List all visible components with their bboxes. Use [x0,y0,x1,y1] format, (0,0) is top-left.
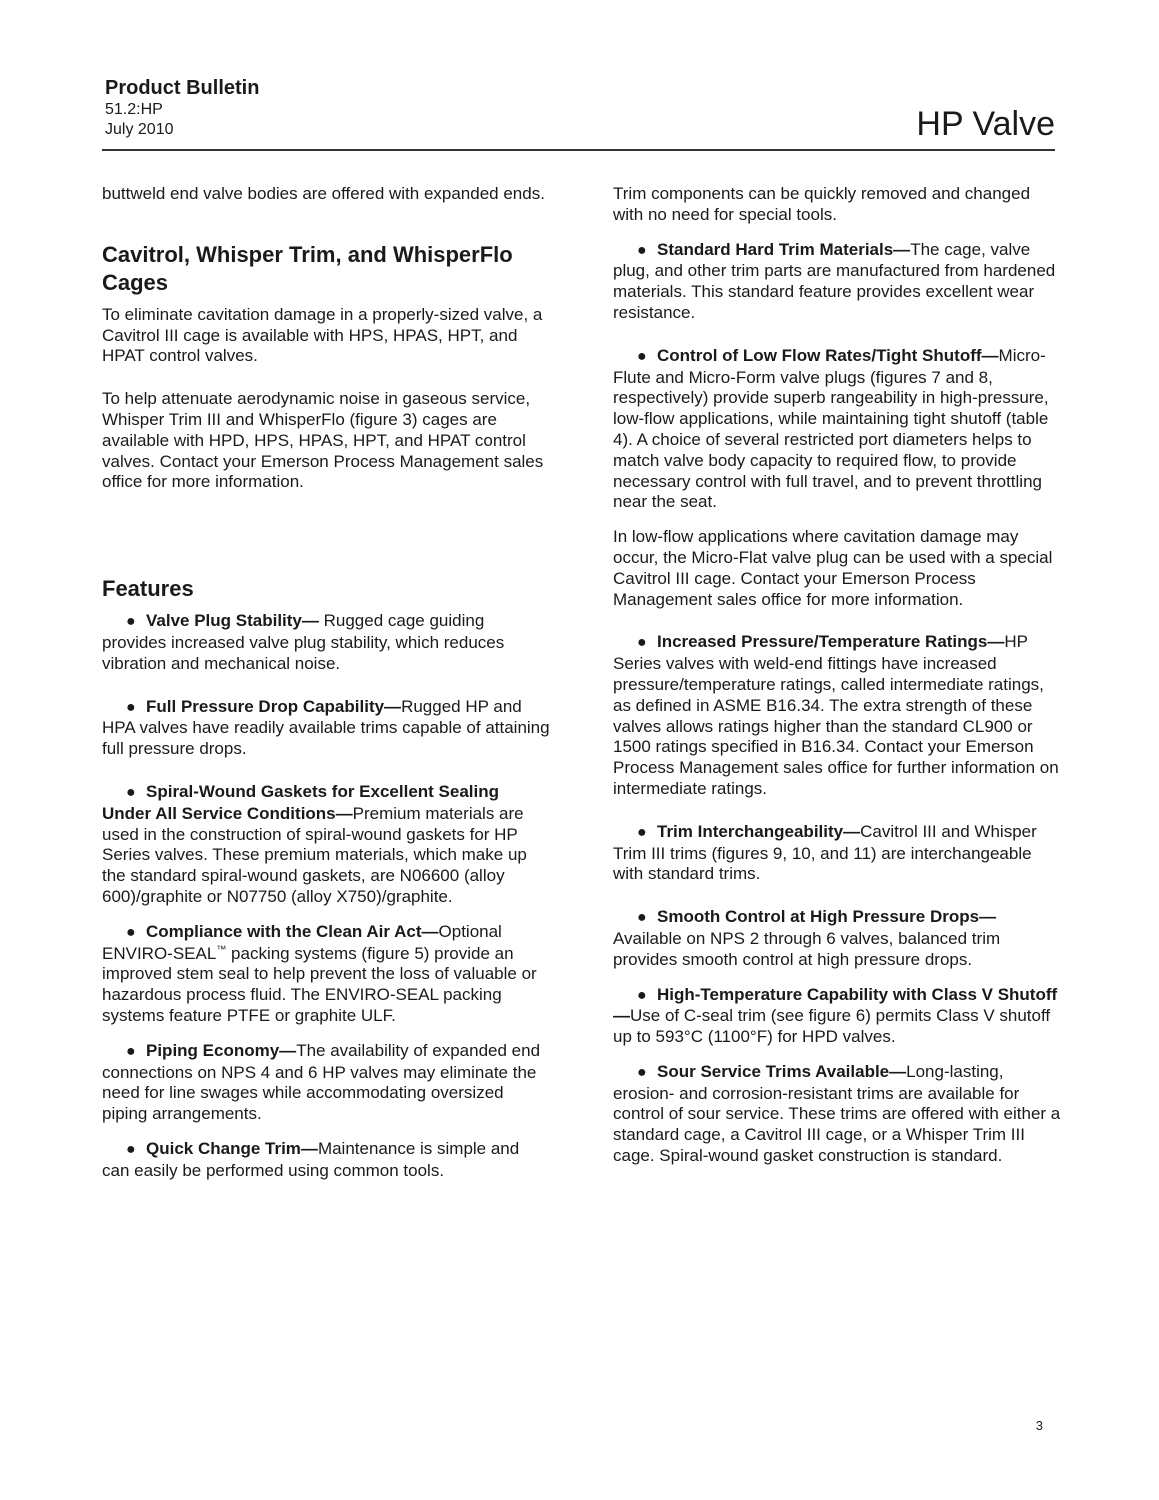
header-divider [102,149,1055,151]
feature-text: Premium materials are used in the construction of spiral-wound gaskets for HP Series valves. These premium materials, which make up the standard spiral-wound gaskets, are N06600 (alloy 600)/graphite or N07750 (alloy X750)/graphite. [102,803,527,906]
cavitrol-paragraph: To eliminate cavitation damage in a properly-sized valve, a Cavitrol III cage is available with HPS, HPAS, HPT, and HPAT control valves. [102,304,543,366]
bullet-icon: ● [126,1042,136,1060]
feature-item [102,782,550,908]
bulletin-date: July 2010 [105,121,174,138]
feature-title: Quick Change Trim— [146,1138,318,1158]
bullet-icon: ● [637,1063,647,1081]
whisper-paragraph: To help attenuate aerodynamic noise in gaseous service, Whisper Trim III and WhisperFlo (figure 3) cages are available with HPD, HPS, HPAS, HPT, and HPAT control valves. Contact your Emerson Process Management sales office for more information. [102,389,544,492]
bullet-icon: ● [637,241,647,259]
product-name: HP Valve [916,105,1055,143]
feature-text: Available on NPS 2 through 6 valves, balanced trim provides smooth control at high pressure drops. [613,928,1001,969]
feature-item [613,985,1061,1048]
feature-text: Rugged cage guiding provides increased valve plug stability, which reduces vibration and mechanical noise. [102,611,505,673]
feature-item [102,611,550,674]
bullet-icon: ● [126,613,136,631]
feature-title: Trim Interchangeability— [657,821,861,841]
low-flow-paragraph: In low-flow applications where cavitation damage may occur, the Micro-Flat valve plug can be used with a special Cavitrol III cage. Contact your Emerson Process Management sales office for more information. [613,527,1053,609]
feature-text: Cavitrol III and Whisper Trim III trims (figures 9, 10, and 11) are interchangeable with standard trims. [613,821,1037,884]
bullet-icon: ● [637,634,647,652]
feature-item [102,1041,550,1125]
feature-text: Micro-Flute and Micro-Form valve plugs (figures 7 and 8, respectively) provide superb rangeability in high-pressure, low-flow applications, while maintaining tight shutoff (table 4). A choice of several restricted port diameters helps to match valve body capacity to required flow, to provide necessary control with full travel, and to prevent throttling near the seat. [613,345,1049,512]
feature-item [102,697,550,760]
feature-title: High-Temperature Capability with Class V Shutoff— [613,984,1058,1026]
left-column [102,184,550,1196]
feature-text: The cage, valve plug, and other trim parts are manufactured from hardened materials. This standard feature provides excellent wear resistance. [613,239,1056,322]
feature-title: Compliance with the Clean Air Act— [146,921,439,941]
feature-title: Spiral-Wound Gaskets for Excellent Sealing Under All Service Conditions— [102,781,499,823]
bullet-icon: ● [637,823,647,841]
trim-intro-paragraph: Trim components can be quickly removed and changed with no need for special tools. [613,184,1031,224]
feature-item [102,1139,550,1182]
feature-title: Valve Plug Stability— [146,611,319,631]
bullet-icon: ● [637,347,647,365]
feature-item [613,907,1061,970]
bullet-icon: ● [637,986,647,1004]
feature-title: Piping Economy— [146,1040,297,1060]
feature-text: The availability of expanded end connections on NPS 4 and 6 HP valves may eliminate the need for line swages while accommodating oversized piping arrangements. [102,1040,541,1124]
feature-item [613,632,1061,799]
feature-text: Rugged HP and HPA valves have readily available trims capable of attaining full pressure drops. [102,696,550,759]
feature-item [613,240,1061,324]
feature-title: Standard Hard Trim Materials— [657,239,911,259]
feature-text: HP Series valves with weld-end fittings have increased pressure/temperature ratings, called intermediate ratings, as defined in ASME B16.34. The extra strength of these valves allows ratings higher than the standard CL900 or 1500 ratings specified in B16.34. Contact your Emerson Process Management sales office for further information on intermediate ratings. [613,632,1059,798]
feature-item [613,1062,1061,1167]
feature-text: packing systems (figure 5) provide an improved stem seal to help prevent the loss of valuable or hazardous process fluid. The ENVIRO-SEAL packing systems feature PTFE or graphite ULF. [102,943,537,1025]
features-heading: Features [102,576,194,602]
feature-text: Use of C-seal trim (see figure 6) permits Class V shutoff up to 593°C (1100°F) for HPD valves. [613,1006,1051,1047]
feature-item [613,822,1061,885]
bulletin-title: Product Bulletin [105,77,260,99]
feature-title: Increased Pressure/Temperature Ratings— [657,632,1005,652]
feature-title: Full Pressure Drop Capability— [146,696,402,716]
bullet-icon: ● [126,783,136,801]
feature-text: Maintenance is simple and can easily be performed using common tools. [102,1138,520,1180]
cages-heading: Cavitrol, Whisper Trim, and WhisperFlo Cages [102,241,513,295]
bullet-icon: ● [126,698,136,716]
page-number: 3 [1035,1418,1043,1433]
bullet-icon: ● [637,909,647,927]
trademark-mark: ™ [216,943,227,955]
feature-item [102,922,550,1027]
intro-paragraph: buttweld end valve bodies are offered with expanded ends. [102,184,545,203]
feature-title: Smooth Control at High Pressure Drops— [657,907,997,927]
bullet-icon: ● [126,923,136,941]
feature-title: Control of Low Flow Rates/Tight Shutoff— [657,345,999,365]
bullet-icon: ● [126,1140,136,1158]
feature-item [613,346,1061,513]
feature-text: Optional ENVIRO-SEAL [102,921,502,963]
feature-text: Long-lasting, erosion- and corrosion-resistant trims are available for control of sour service. These trims are offered with either a standard cage, a Cavitrol III cage, or a Whisper Trim III cage. Spiral-wound gasket construction is standard. [613,1061,1061,1166]
feature-title: Sour Service Trims Available— [657,1061,907,1081]
bulletin-code: 51.2:HP [105,101,163,118]
right-column [613,184,1061,1181]
